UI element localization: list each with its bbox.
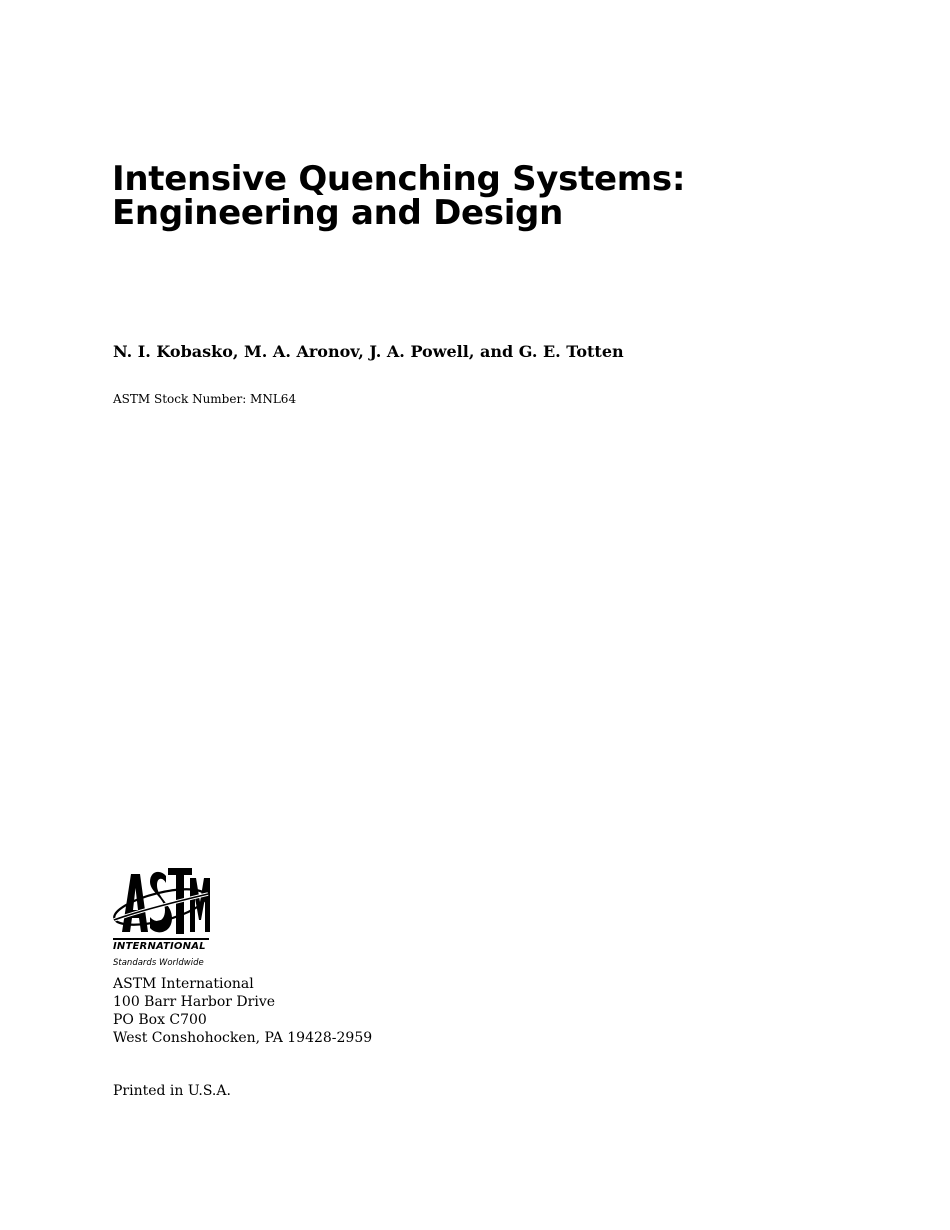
astm-logo-icon	[110, 862, 214, 972]
author-list: N. I. Kobasko, M. A. Aronov, J. A. Powell, and G. E. Totten	[113, 342, 624, 361]
printed-in: Printed in U.S.A.	[113, 1083, 231, 1099]
astm-emblem	[110, 862, 214, 942]
publisher-name: ASTM International	[113, 976, 254, 992]
logo-tagline: Standards Worldwide	[113, 958, 204, 968]
publisher-po-box: PO Box C700	[113, 1012, 207, 1028]
book-title-line-2: Engineering and Design	[112, 193, 563, 233]
publisher-city: West Conshohocken, PA 19428-2959	[113, 1030, 373, 1046]
logo-wordmark: INTERNATIONAL	[113, 941, 206, 952]
book-title-line-1: Intensive Quenching Systems:	[112, 159, 686, 199]
publisher-street: 100 Barr Harbor Drive	[113, 994, 276, 1010]
book-title	[112, 159, 872, 233]
stock-number: ASTM Stock Number: MNL64	[113, 392, 297, 406]
publisher-address	[113, 975, 372, 1047]
